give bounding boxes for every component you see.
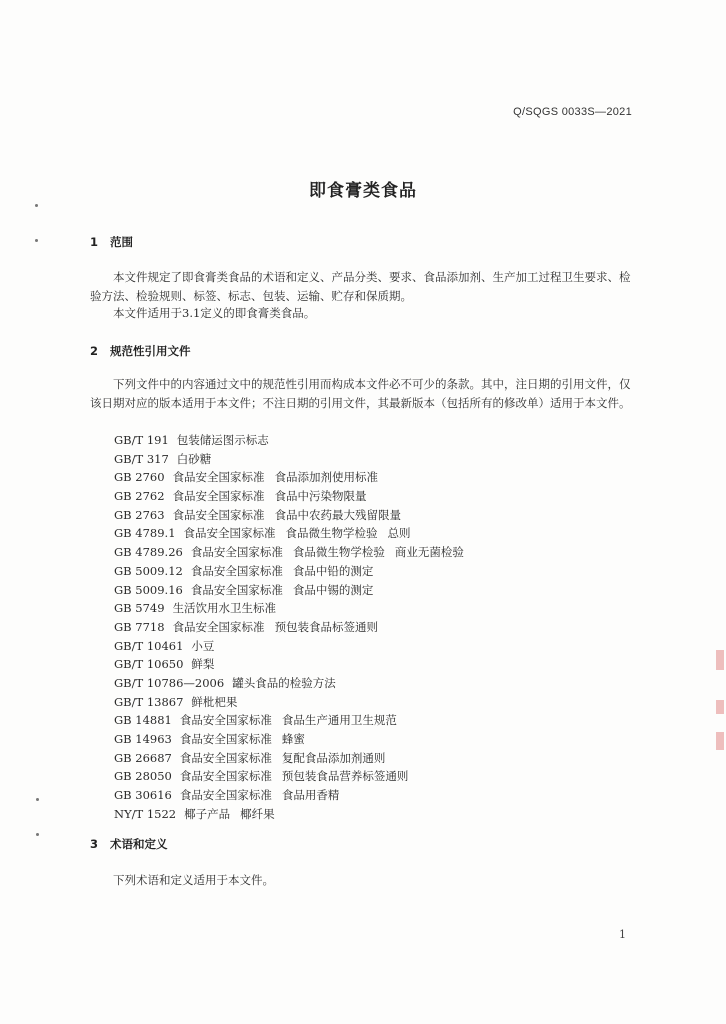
section-3-title: 术语和定义 xyxy=(110,837,168,851)
reference-code: GB/T 10786—2006 xyxy=(114,675,225,690)
reference-code: GB 4789.1 xyxy=(114,526,176,541)
reference-title-part: 食品中农药最大残留限量 xyxy=(274,507,402,522)
reference-title-part: 复配食品添加剂通则 xyxy=(281,750,386,765)
reference-title-part: 食品安全国家标准 xyxy=(179,750,272,765)
reference-title-part: 罐头食品的检验方法 xyxy=(232,675,336,690)
reference-title-part: 蜂蜜 xyxy=(281,732,305,746)
section-2-intro: 下列文件中的内容通过文中的规范性引用而构成本文件必不可少的条款。其中，注日期的引用文件，仅该日期对应的版本适用于本文件；不注日期的引用文件，其最新版本（包括所有的修改单）适用于本文件。 xyxy=(90,377,631,410)
reference-title-part: 椰纤果 xyxy=(240,806,275,821)
reference-code: GB 30616 xyxy=(114,788,172,803)
reference-item xyxy=(114,749,464,768)
reference-item xyxy=(114,599,464,618)
reference-title-part: 食品安全国家标准 xyxy=(172,470,265,485)
reference-item xyxy=(114,730,464,749)
reference-title-part: 包装储运图示标志 xyxy=(176,433,269,447)
reference-code: GB 7718 xyxy=(114,619,165,634)
reference-code: GB 5009.12 xyxy=(114,563,183,578)
reference-title-part: 食品添加剂使用标准 xyxy=(274,470,379,485)
reference-item xyxy=(114,543,464,562)
section-1-paragraph-2: 本文件适用于3.1定义的即食膏类食品。 xyxy=(113,306,316,320)
reference-title-part: 食品安全国家标准 xyxy=(172,489,265,504)
scan-speck xyxy=(36,798,39,801)
red-stamp-edge xyxy=(716,732,724,750)
reference-item xyxy=(114,581,464,600)
reference-code: GB 26687 xyxy=(114,750,172,765)
reference-item xyxy=(114,786,464,805)
red-stamp-edge xyxy=(716,700,724,714)
reference-title-part: 食品安全国家标准 xyxy=(179,713,272,728)
reference-title-part: 椰子产品 xyxy=(184,806,231,821)
section-3-number: 3 xyxy=(90,837,99,851)
scan-speck xyxy=(35,239,38,242)
reference-item xyxy=(114,524,464,543)
reference-item xyxy=(114,468,464,487)
reference-title-part: 食品安全国家标准 xyxy=(179,788,272,803)
reference-item xyxy=(114,506,464,525)
reference-item xyxy=(114,450,464,469)
reference-code: GB 2760 xyxy=(114,470,165,485)
section-1-title: 范围 xyxy=(110,235,133,249)
reference-title-part: 食品安全国家标准 xyxy=(183,526,276,541)
reference-code: GB/T 13867 xyxy=(114,694,184,709)
scan-speck xyxy=(36,833,39,836)
reference-code: GB 5009.16 xyxy=(114,582,183,597)
reference-item xyxy=(114,693,464,712)
section-2-title: 规范性引用文件 xyxy=(110,344,191,358)
reference-item xyxy=(114,431,464,450)
reference-title-part: 鲜枇杷果 xyxy=(191,694,238,709)
reference-title-part: 食品安全国家标准 xyxy=(179,732,272,746)
reference-title-part: 生活饮用水卫生标准 xyxy=(172,601,277,616)
reference-item xyxy=(114,655,464,674)
reference-code: GB 2762 xyxy=(114,489,165,504)
document-title: 即食膏类食品 xyxy=(309,181,417,201)
reference-title-part: 食品安全国家标准 xyxy=(190,563,283,578)
reference-code: GB 2763 xyxy=(114,507,165,522)
scan-speck xyxy=(35,204,38,207)
section-1-number: 1 xyxy=(90,235,99,249)
reference-title-part: 食品安全国家标准 xyxy=(172,507,265,522)
reference-title-part: 食品安全国家标准 xyxy=(190,582,283,597)
reference-item xyxy=(114,562,464,581)
reference-title-part: 食品安全国家标准 xyxy=(172,619,265,634)
reference-list xyxy=(114,431,464,823)
reference-code: GB 5749 xyxy=(114,601,165,616)
reference-item xyxy=(114,618,464,637)
reference-title-part: 食品安全国家标准 xyxy=(190,545,283,560)
reference-title-part: 总则 xyxy=(387,526,411,541)
reference-item xyxy=(114,674,464,693)
section-1-heading xyxy=(90,234,133,250)
document-code: Q/SQGS 0033S—2021 xyxy=(513,106,632,118)
reference-title-part: 食品中锡的测定 xyxy=(292,582,374,597)
reference-title-part: 鲜梨 xyxy=(191,657,215,672)
reference-title-part: 食品用香精 xyxy=(281,788,340,803)
reference-code: GB/T 191 xyxy=(114,433,169,447)
reference-code: GB 14963 xyxy=(114,732,172,746)
reference-title-part: 预包装食品标签通则 xyxy=(274,619,379,634)
reference-title-part: 白砂糖 xyxy=(176,451,212,466)
reference-title-part: 小豆 xyxy=(191,638,215,653)
reference-code: NY/T 1522 xyxy=(114,806,177,821)
reference-code: GB 14881 xyxy=(114,713,172,728)
reference-code: GB/T 10650 xyxy=(114,657,184,672)
reference-code: GB/T 317 xyxy=(114,451,169,466)
section-3-paragraph-1: 下列术语和定义适用于本文件。 xyxy=(113,873,274,887)
section-2-number: 2 xyxy=(90,344,99,358)
reference-title-part: 食品微生物学检验 xyxy=(285,526,378,541)
reference-title-part: 食品中污染物限量 xyxy=(274,489,367,504)
reference-title-part: 食品中铅的测定 xyxy=(292,563,374,578)
reference-code: GB 28050 xyxy=(114,769,172,784)
reference-item xyxy=(114,767,464,786)
section-3-heading xyxy=(90,836,168,852)
reference-title-part: 食品生产通用卫生规范 xyxy=(281,713,397,728)
red-stamp-edge xyxy=(716,650,724,670)
page-number: 1 xyxy=(619,928,626,941)
reference-item xyxy=(114,711,464,730)
reference-title-part: 食品安全国家标准 xyxy=(179,769,272,784)
section-1-paragraph-1: 本文件规定了即食膏类食品的术语和定义、产品分类、要求、食品添加剂、生产加工过程卫生要求、检验方法、检验规则、标签、标志、包装、运输、贮存和保质期。 xyxy=(90,270,631,303)
reference-code: GB/T 10461 xyxy=(114,638,184,653)
reference-title-part: 商业无菌检验 xyxy=(394,545,464,560)
reference-item xyxy=(114,637,464,656)
reference-item xyxy=(114,805,464,824)
section-2-heading xyxy=(90,343,191,359)
reference-title-part: 食品微生物学检验 xyxy=(292,545,385,560)
reference-title-part: 预包装食品营养标签通则 xyxy=(281,769,409,784)
reference-item xyxy=(114,487,464,506)
reference-code: GB 4789.26 xyxy=(114,545,183,560)
